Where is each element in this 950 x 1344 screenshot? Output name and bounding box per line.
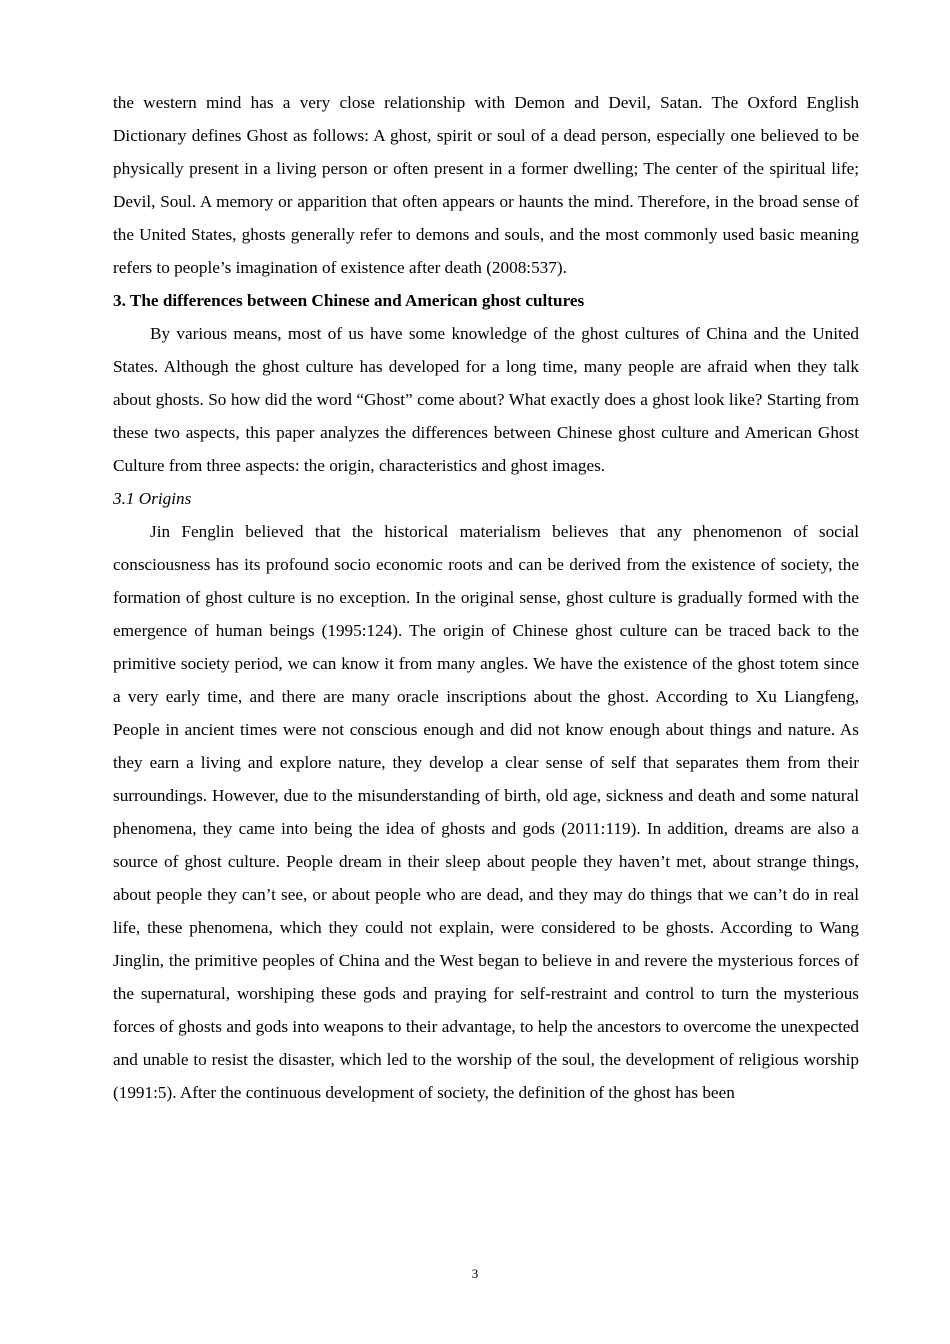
document-page: [113, 86, 859, 1109]
subsection-heading: 3.1 Origins: [113, 489, 192, 508]
continued-paragraph: the western mind has a very close relationship with Demon and Devil, Satan. The Oxford English Dictionary defines Ghost as follows: A ghost, spirit or soul of a dead person, especially one believed to be physically present in a living person or often present in a former dwelling; The center of the spiritual life; Devil, Soul. A memory or apparition that often appears or haunts the mind. Therefore, in the broad sense of the United States, ghosts generally refer to demons and souls, and the most commonly used basic meaning refers to people’s imagination of existence after death (2008:537).: [113, 93, 859, 277]
subsection-paragraph: Jin Fenglin believed that the historical materialism believes that any phenomenon of social consciousness has its profound socio economic roots and can be derived from the existence of society, the formation of ghost culture is no exception. In the original sense, ghost culture is gradually formed with the emergence of human beings (1995:124). The origin of Chinese ghost culture can be traced back to the primitive society period, we can know it from many angles. We have the existence of the ghost totem since a very early time, and there are many oracle inscriptions about the ghost. According to Xu Liangfeng, People in ancient times were not conscious enough and did not know enough about things and nature. As they earn a living and explore nature, they develop a clear sense of self that separates them from their surroundings. However, due to the misunderstanding of birth, old age, sickness and death and some natural phenomena, they came into being the idea of ghosts and gods (2011:119). In addition, dreams are also a source of ghost culture. People dream in their sleep about people they haven’t met, about strange things, about people they can’t see, or about people who are dead, and they may do things that we can’t do in real life, these phenomena, which they could not explain, were considered to be ghosts. According to Wang Jinglin, the primitive peoples of China and the West began to believe in and revere the mysterious forces of the supernatural, worshiping these gods and praying for self-restraint and control to turn the mysterious forces of ghosts and gods into weapons to their advantage, to help the ancestors to overcome the unexpected and unable to resist the disaster, which led to the worship of the soul, the development of religious worship (1991:5). After the continuous development of society, the definition of the ghost has been: [113, 522, 859, 1102]
section-heading: 3. The differences between Chinese and American ghost cultures: [113, 291, 585, 310]
section-paragraph: By various means, most of us have some knowledge of the ghost cultures of China and the United States. Although the ghost culture has developed for a long time, many people are afraid when they talk about ghosts. So how did the word “Ghost” come about? What exactly does a ghost look like? Starting from these two aspects, this paper analyzes the differences between Chinese ghost culture and American Ghost Culture from three aspects: the origin, characteristics and ghost images.: [113, 324, 859, 475]
page-number: 3: [471, 1266, 479, 1281]
